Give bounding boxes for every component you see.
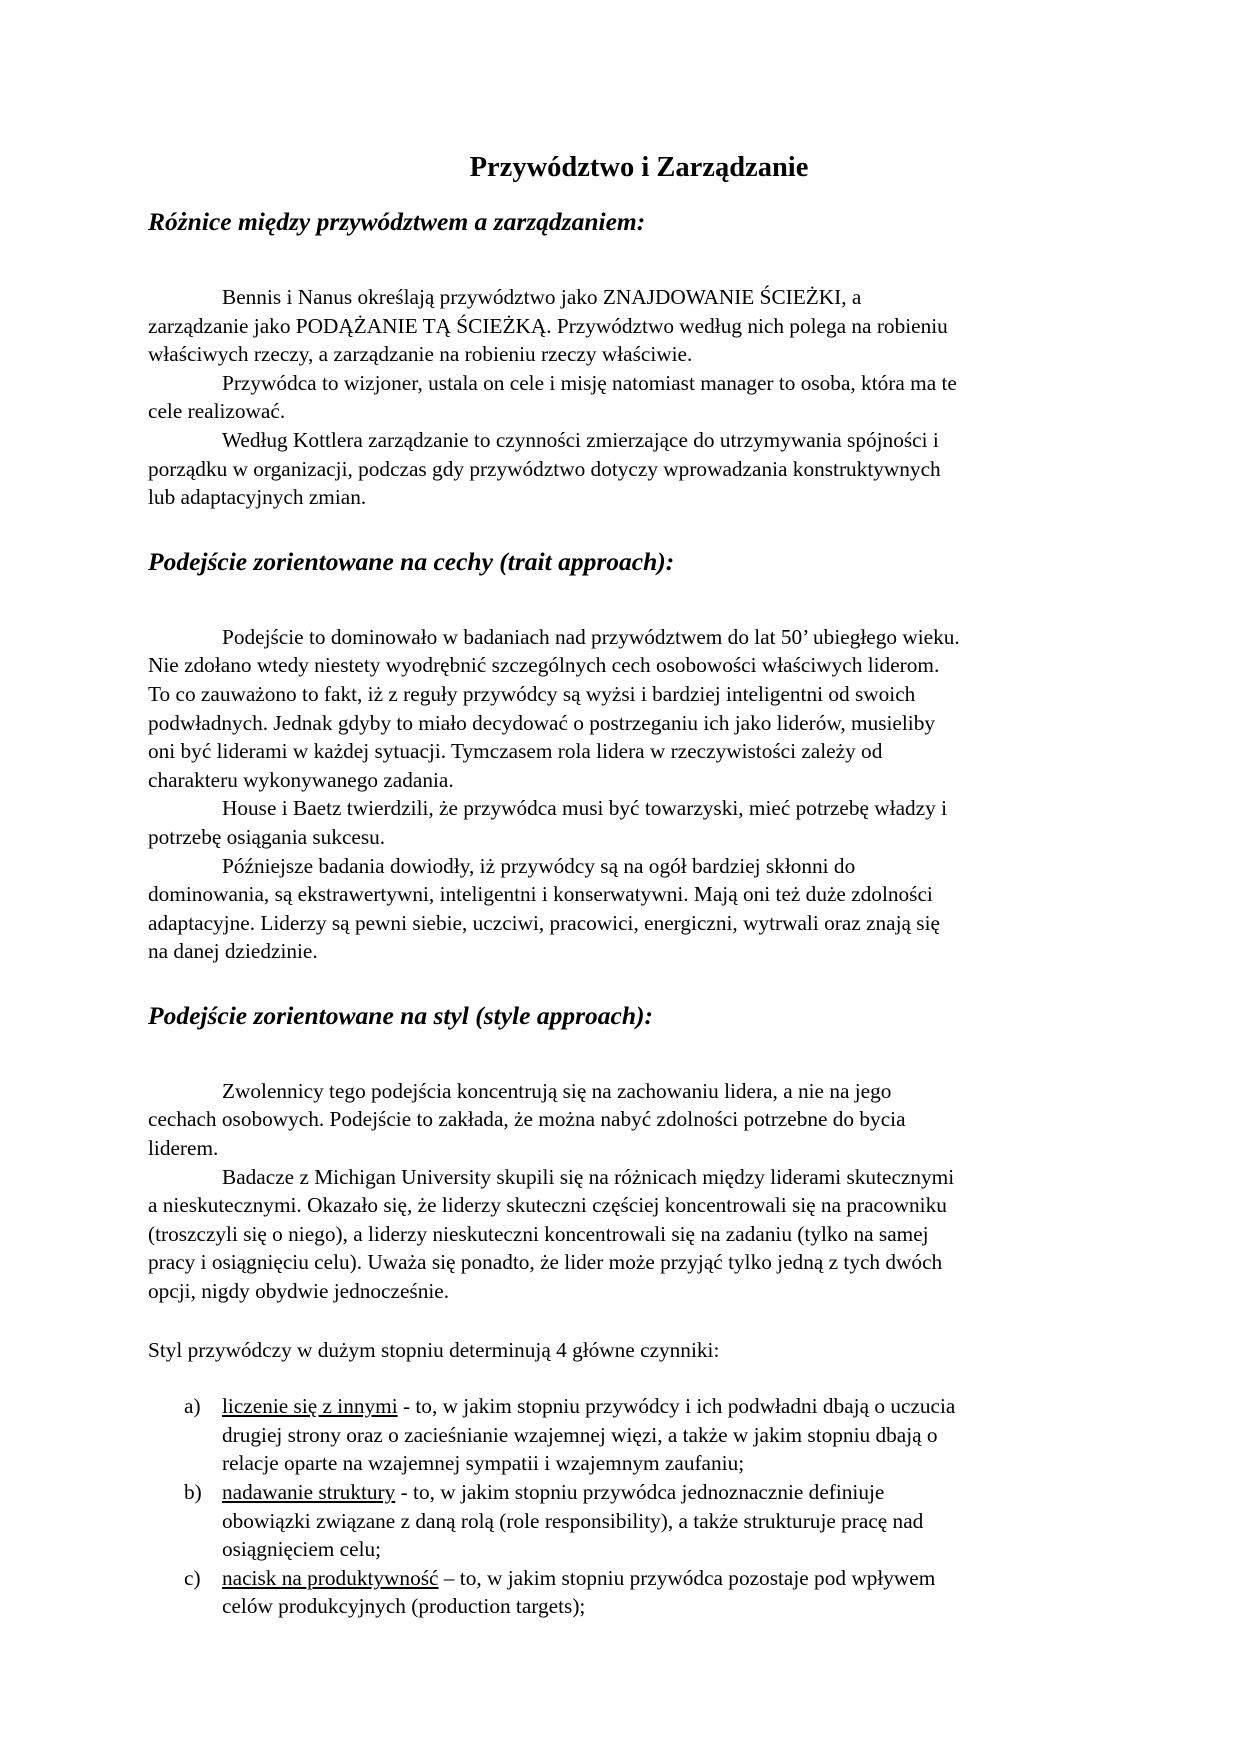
factor-term: nadawanie struktury (222, 1480, 396, 1504)
factors-intro: Styl przywódczy w dużym stopniu determinują 4 główne czynniki: (148, 1337, 720, 1362)
list-item: a) liczenie się z innymi - to, w jakim stopniu przywódcy i ich podwładni dbają o uczucia drugiej strony oraz o zacieśnianie wzajemnej więzi, a także w jakim stopniu dbają o relacje oparte na wzajemnej sympatii i wzajemnym zaufaniu; (184, 1394, 956, 1476)
section-body-style-approach (148, 1077, 1088, 1306)
factor-term: liczenie się z innymi (222, 1394, 398, 1419)
paragraph: Podejście to dominowało w badaniach nad przywództwem do lat 50’ ubiegłego wieku. Nie zdołano wtedy niestety wyodrębnić szczególnych cech osobowości właściwych liderom. To co zauważono to fakt, iż z reguły przywódcy są wyżsi i bardziej inteligentni od swoich podwładnych. Jednak gdyby to miało decydować o postrzeganiu ich jako liderów, musieliby oni być liderami w każdej sytuacji. Tymczasem rola lidera w rzeczywistości zależy od charakteru wykonywanego zadania. (148, 624, 960, 792)
section-body-differences (148, 283, 1088, 512)
paragraph: Bennis i Nanus określają przywództwo jako ZNAJDOWANIE ŚCIEŻKI, a zarządzanie jako PODĄŻANIE TĄ ŚCIEŻKĄ. Przywództwo według nich polega na robieniu właściwych rzeczy, a zarządzanie na robieniu rzeczy właściwie. (148, 285, 948, 367)
paragraph: House i Baetz twierdzili, że przywódca musi być towarzyski, mieć potrzebę władzy i potrzebę osiągania sukcesu. (148, 796, 948, 849)
list-item: c) nacisk na produktywność – to, w jakim stopniu przywódca pozostaje pod wpływem celów produkcyjnych (production targets); (184, 1565, 936, 1619)
paragraph: Badacze z Michigan University skupili się na różnicach między liderami skutecznymi a nieskutecznymi. Okazało się, że liderzy skuteczni częściej koncentrowali się na pracowniku (troszczyli się o niego), a liderzy nieskuteczni koncentrowali się na zadaniu (tylko na samej pracy i osiągnięciu celu). Uważa się ponadto, że lider może przyjąć tylko jedną z tych dwóch opcji, nigdy obydwie jednocześnie. (148, 1164, 955, 1304)
section-body-trait-approach (148, 623, 1088, 966)
factor-term: nacisk na produktywność (222, 1565, 439, 1590)
paragraph: Zwolennicy tego podejścia koncentrują się na zachowaniu lidera, a nie na jego cechach osobowych. Podejście to zakłada, że można nabyć zdolności potrzebne do bycia liderem. (148, 1078, 906, 1161)
document-page (148, 146, 1088, 1621)
page-title: Przywództwo i Zarządzanie (469, 152, 809, 183)
paragraph: Przywódca to wizjoner, ustala on cele i misję natomiast manager to osoba, która ma te cele realizować. (148, 370, 957, 424)
list-marker: b) (184, 1480, 202, 1504)
factors-list (148, 1392, 1088, 1621)
list-item: b) nadawanie struktury - to, w jakim stopniu przywódca jednoznacznie definiuje obowiązki związane z daną rolą (role responsibility), a także strukturuje pracę nad osiągnięciem celu; (184, 1480, 924, 1562)
section-heading-differences: Różnice między przywództwem a zarządzaniem: (148, 207, 646, 236)
paragraph: Według Kottlera zarządzanie to czynności zmierzające do utrzymywania spójności i porządku w organizacji, podczas gdy przywództwo dotyczy wprowadzania konstruktywnych lub adaptacyjnych zmian. (148, 427, 941, 510)
paragraph: Późniejsze badania dowiodły, iż przywódcy są na ogół bardziej skłonni do dominowania, są ekstrawertywni, inteligentni i konserwatywni. Mają oni też duże zdolności adaptacyjne. Liderzy są pewni siebie, uczciwi, pracowici, energiczni, wytrwali oraz znają się na danej dziedzinie. (148, 853, 940, 964)
section-heading-trait-approach: Podejście zorientowane na cechy (trait approach): (148, 546, 675, 576)
section-heading-style-approach: Podejście zorientowane na styl (style approach): (148, 1000, 653, 1030)
list-marker: a) (184, 1394, 201, 1419)
list-marker: c) (184, 1565, 201, 1590)
